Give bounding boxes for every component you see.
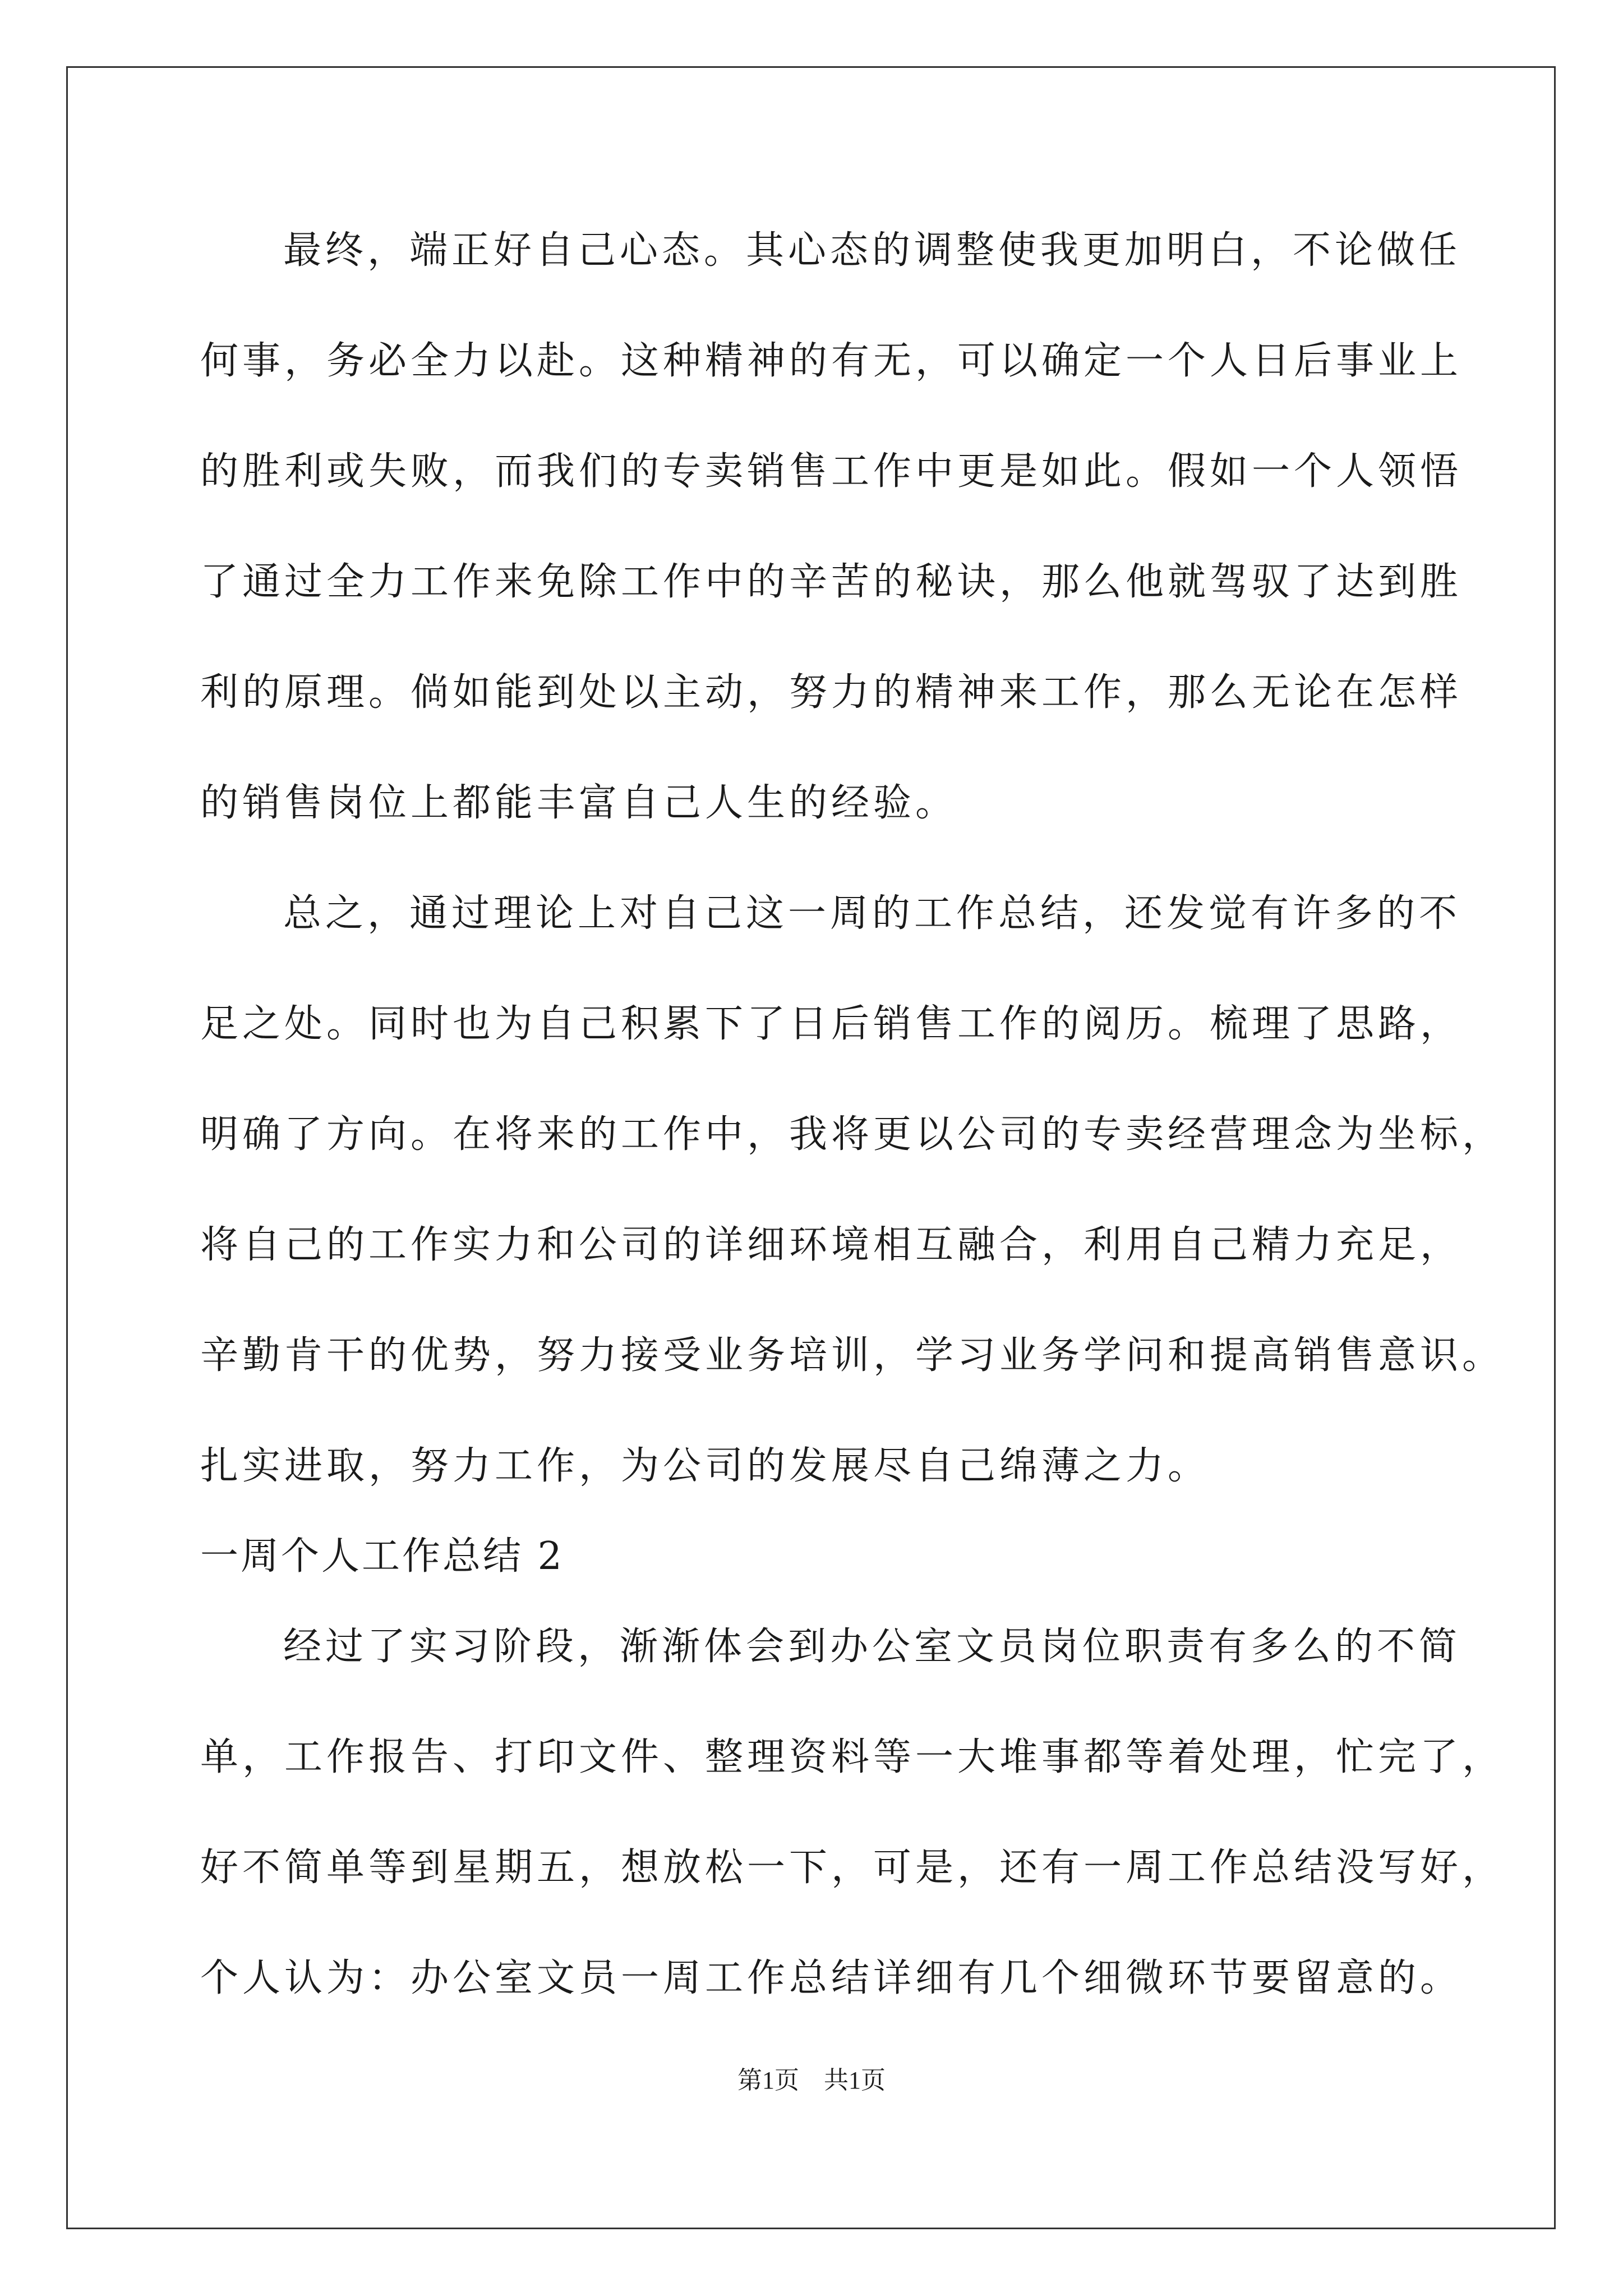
paragraph-2-line-4: 将自己的工作实力和公司的详细环境相互融合，利用自己精力充足， [200, 1223, 1463, 1267]
paragraph-2-line-6: 扎实进取，努力工作，为公司的发展尽自己绵薄之力。 [200, 1444, 1210, 1488]
paragraph-1-line-1: 最终，端正好自己心态。其心态的调整使我更加明白，不论做任 [283, 228, 1461, 273]
paragraph-1-line-4: 了通过全力工作来免除工作中的辛苦的秘诀，那么他就驾驭了达到胜 [200, 560, 1463, 604]
paragraph-3-line-4: 个人认为：办公室文员一周工作总结详细有几个细微环节要留意的。 [200, 1956, 1463, 2000]
paragraph-1-line-3: 的胜利或失败，而我们的专卖销售工作中更是如此。假如一个人领悟 [200, 449, 1463, 494]
paragraph-1-line-5: 利的原理。倘如能到处以主动，努力的精神来工作，那么无论在怎样 [200, 670, 1463, 715]
paragraph-2-line-2: 足之处。同时也为自己积累下了日后销售工作的阅历。梳理了思路， [200, 1002, 1463, 1046]
paragraph-3-line-2: 单，工作报告、打印文件、整理资料等一大堆事都等着处理，忙完了， [200, 1735, 1505, 1779]
paragraph-1-line-2: 何事，务必全力以赴。这种精神的有无，可以确定一个人日后事业上 [200, 339, 1463, 383]
section-heading: 一周个人工作总结 2 [200, 1534, 564, 1579]
paragraph-2-line-5: 辛勤肯干的优势，努力接受业务培训，学习业务学问和提高销售意识。 [200, 1333, 1505, 1378]
paragraph-3-line-1: 经过了实习阶段，渐渐体会到办公室文员岗位职责有多么的不简 [283, 1625, 1461, 1669]
paragraph-3-line-3: 好不简单等到星期五，想放松一下，可是，还有一周工作总结没写好， [200, 1846, 1505, 1890]
page-number-footer: 第1页 共1页 [737, 2067, 886, 2094]
paragraph-2-line-1: 总之，通过理论上对自己这一周的工作总结，还发觉有许多的不 [283, 891, 1461, 936]
paragraph-2-line-3: 明确了方向。在将来的工作中，我将更以公司的专卖经营理念为坐标， [200, 1112, 1505, 1157]
paragraph-1-line-6: 的销售岗位上都能丰富自己人生的经验。 [200, 781, 958, 825]
